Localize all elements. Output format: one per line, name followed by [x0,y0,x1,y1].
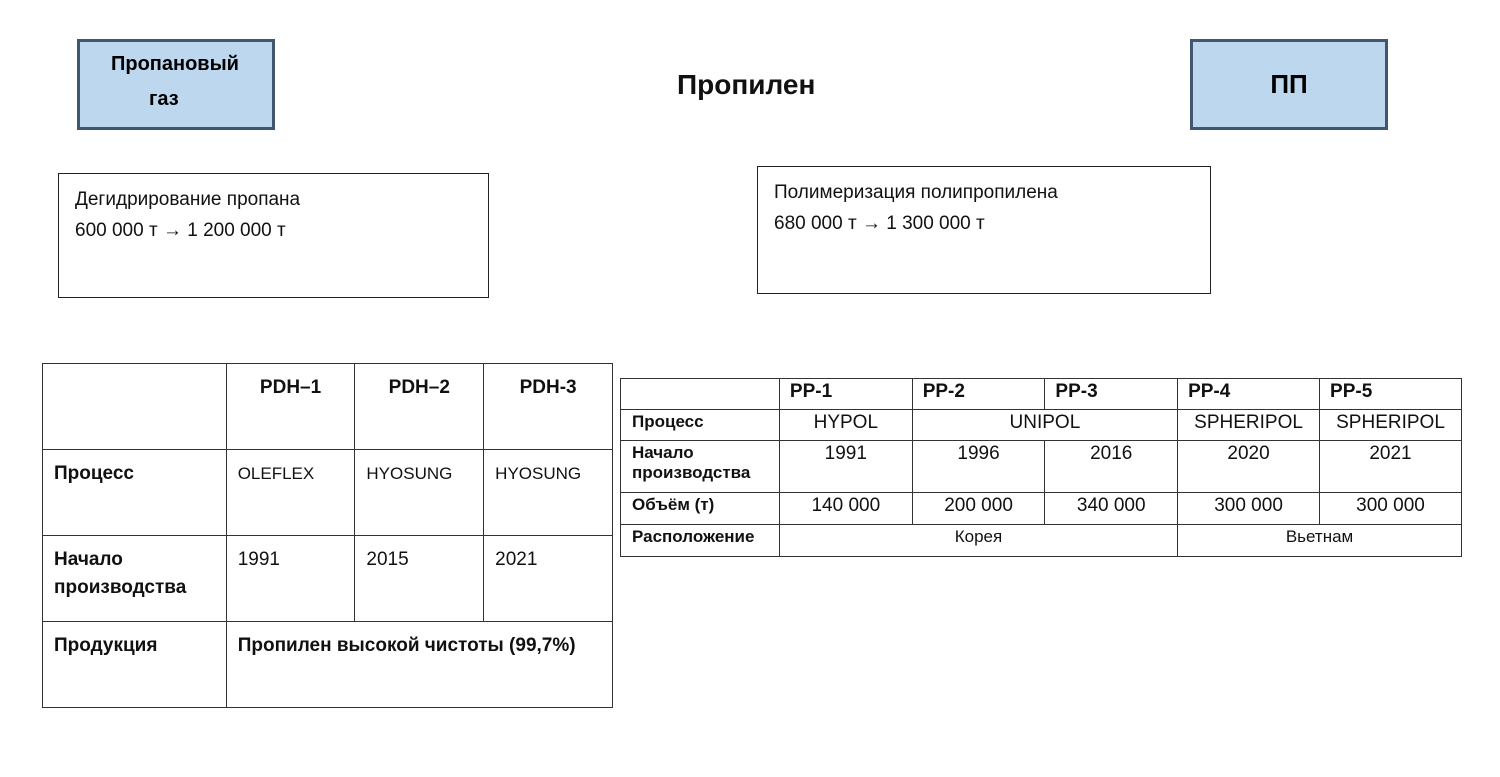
pp-row-label-start-line1: Начало [632,443,694,462]
node-pp [1190,39,1388,130]
pp-table [620,378,1462,557]
table-row [43,622,613,708]
process-pdh-capacity: 600 000 т → 1 200 000 т [75,220,286,241]
pdh-process-3: HYOSUNG [484,450,613,536]
table-row [621,410,1462,441]
pdh-table [42,363,613,708]
process-box-pp [757,166,1211,294]
pp-process-unipol: UNIPOL [912,410,1177,441]
pdh-row-label-start-line2: производства [54,577,187,598]
table-row [43,536,613,622]
pp-header-4: PP-4 [1178,379,1320,410]
table-corner-cell [43,364,227,450]
pdh-start-3: 2021 [484,536,613,622]
pp-header-1: PP-1 [779,379,912,410]
table-row [43,450,613,536]
pp-row-label-start-line2: производства [632,463,751,482]
pp-header-2: PP-2 [912,379,1045,410]
pp-process-spheripol-5: SPHERIPOL [1320,410,1462,441]
pp-location-korea: Корея [779,525,1177,557]
pdh-start-2: 2015 [355,536,484,622]
pdh-header-3: PDH-3 [484,364,613,450]
pp-start-2: 1996 [912,441,1045,493]
pdh-row-label-product: Продукция [43,622,227,708]
table-corner-cell [621,379,780,410]
table-row [621,493,1462,525]
pdh-row-label-start [43,536,227,622]
table-row [621,525,1462,557]
pp-start-3: 2016 [1045,441,1178,493]
pp-start-1: 1991 [779,441,912,493]
process-pp-capacity: 680 000 т → 1 300 000 т [774,213,985,234]
process-pp-name: Полимеризация полипропилена [774,182,1058,203]
table-row [43,364,613,450]
pp-process-spheripol-4: SPHERIPOL [1178,410,1320,441]
pp-volume-3: 340 000 [1045,493,1178,525]
pp-location-vietnam: Вьетнам [1178,525,1462,557]
table-row [621,379,1462,410]
pp-row-label-location: Расположение [621,525,780,557]
pp-header-5: PP-5 [1320,379,1462,410]
node-propane-gas [77,39,275,130]
pp-row-label-start [621,441,780,493]
pp-volume-1: 140 000 [779,493,912,525]
pdh-process-1: OLEFLEX [226,450,355,536]
pp-volume-4: 300 000 [1178,493,1320,525]
pdh-product-value: Пропилен высокой чистоты (99,7%) [226,622,612,708]
pdh-row-label-process: Процесс [43,450,227,536]
process-box-pdh [58,173,489,298]
process-pdh-name: Дегидрирование пропана [75,189,301,210]
pp-volume-2: 200 000 [912,493,1045,525]
pp-start-5: 2021 [1320,441,1462,493]
node-propane-gas-label-line1: Пропановый [111,53,239,75]
pp-volume-5: 300 000 [1320,493,1462,525]
node-propane-gas-label-line2: газ [149,88,179,110]
pdh-header-1: PDH–1 [226,364,355,450]
pp-start-4: 2020 [1178,441,1320,493]
pp-row-label-volume: Объём (т) [621,493,780,525]
pdh-header-2: PDH–2 [355,364,484,450]
pp-row-label-process: Процесс [621,410,780,441]
pp-header-3: PP-3 [1045,379,1178,410]
pdh-row-label-start-line1: Начало [54,549,123,570]
pdh-process-2: HYOSUNG [355,450,484,536]
node-propylene: Пропилен [677,69,816,100]
node-pp-label: ПП [1270,69,1308,99]
table-row [621,441,1462,493]
pp-process-hypol: HYPOL [779,410,912,441]
pdh-start-1: 1991 [226,536,355,622]
